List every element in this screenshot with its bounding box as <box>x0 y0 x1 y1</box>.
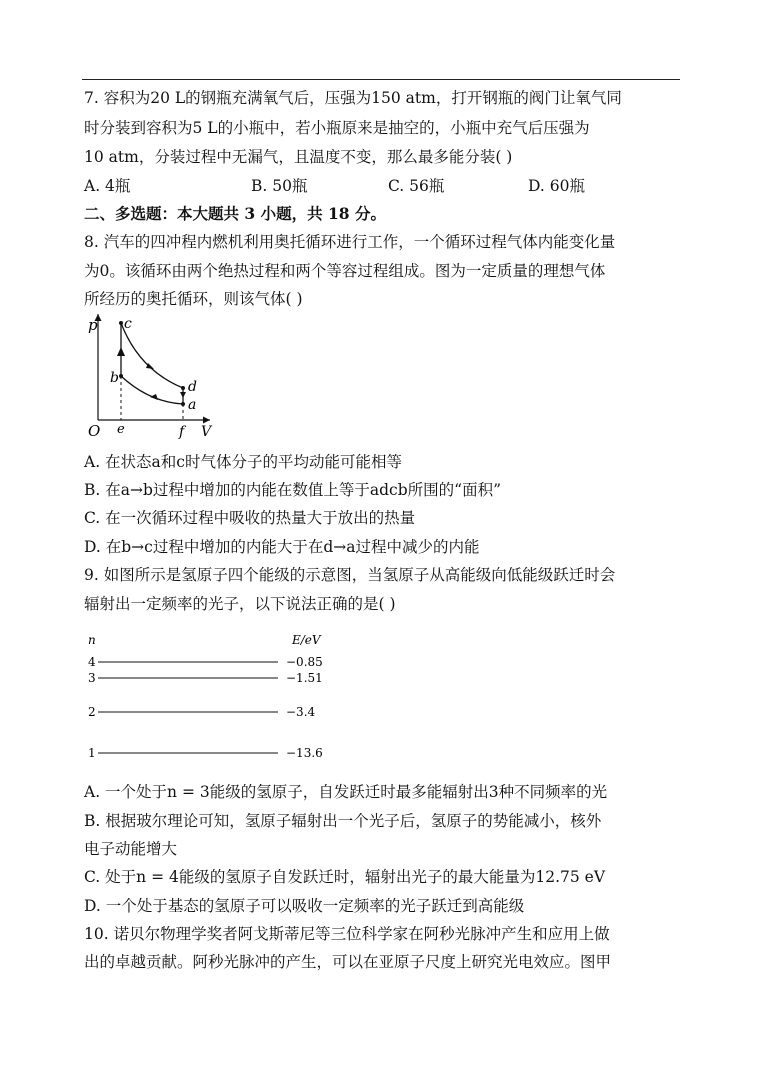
q9-option-d[interactable]: D. 一个处于基态的氢原子可以吸收一定频率的光子跃迁到高能级 <box>84 897 525 915</box>
label-p: p <box>88 316 98 334</box>
level-1-energy: −13.6 <box>286 746 323 760</box>
level-2-energy: −3.4 <box>286 705 316 719</box>
q7-option-b[interactable]: B. 50瓶 <box>251 177 308 195</box>
label-e: e <box>117 422 125 437</box>
label-v: V <box>201 424 212 440</box>
label-b: b <box>110 370 119 386</box>
point-c <box>119 321 123 325</box>
q8-line-1: 8. 汽车的四冲程内燃机利用奥托循环进行工作，一个循环过程气体内能变化量 <box>84 233 616 251</box>
q10-line-2: 出的卓越贡献。阿秒光脉冲的产生，可以在亚原子尺度上研究光电效应。图甲 <box>84 953 612 971</box>
level-4-energy: −0.85 <box>286 655 323 669</box>
q8-option-a[interactable]: A. 在状态a和c时气体分子的平均动能可能相等 <box>84 453 402 471</box>
level-4-n: 4 <box>88 655 96 669</box>
q7-line-3: 10 atm，分装过程中无漏气，且温度不变，那么最多能分装( ) <box>84 148 513 166</box>
section-header-multiple-choice: 二、多选题：本大题共 3 小题，共 18 分。 <box>84 204 386 223</box>
label-n: n <box>88 633 96 647</box>
q8-line-2: 为0。该循环由两个绝热过程和两个等容过程组成。图为一定质量的理想气体 <box>84 262 606 280</box>
process-cd <box>121 323 183 388</box>
q8-option-b[interactable]: B. 在a→b过程中增加的内能在数值上等于adcb所围的“面积” <box>84 481 502 499</box>
label-f: f <box>179 424 185 440</box>
q10-line-1: 10. 诺贝尔物理学奖者阿戈斯蒂尼等三位科学家在阿秒光脉冲产生和应用上做 <box>84 925 610 943</box>
q9-option-b[interactable]: B. 根据玻尔理论可知，氢原子辐射出一个光子后，氢原子的势能减小，核外 <box>84 812 602 830</box>
q8-option-c[interactable]: C. 在一次循环过程中吸收的热量大于放出的热量 <box>84 509 416 527</box>
label-o: O <box>88 422 101 440</box>
point-a <box>181 402 185 406</box>
level-3-energy: −1.51 <box>286 671 323 685</box>
q7-option-a[interactable]: A. 4瓶 <box>84 177 131 195</box>
hydrogen-energy-level-diagram <box>84 630 344 765</box>
label-a: a <box>188 397 197 413</box>
level-1-n: 1 <box>88 746 96 760</box>
q7-option-d[interactable]: D. 60瓶 <box>528 177 585 195</box>
otto-cycle-graph <box>84 310 224 445</box>
q9-option-b-cont: 电子动能增大 <box>84 840 178 858</box>
q7-option-c[interactable]: C. 56瓶 <box>388 177 445 195</box>
level-2-n: 2 <box>88 705 96 719</box>
point-d <box>181 386 185 390</box>
q8-line-3: 所经历的奥托循环，则该气体( ) <box>84 290 303 308</box>
q8-option-d[interactable]: D. 在b→c过程中增加的内能大于在d→a过程中减少的内能 <box>84 538 480 556</box>
q9-option-a[interactable]: A. 一个处于n = 3能级的氢原子，自发跃迁时最多能辐射出3种不同频率的光 <box>84 783 608 801</box>
level-3-n: 3 <box>88 671 96 685</box>
label-d: d <box>188 379 197 395</box>
q9-line-1: 9. 如图所示是氢原子四个能级的示意图，当氢原子从高能级向低能级跃迁时会 <box>84 566 616 584</box>
point-b <box>119 374 123 378</box>
q7-line-1: 7. 容积为20 L的钢瓶充满氧气后，压强为150 atm，打开钢瓶的阀门让氧气同 <box>84 89 622 107</box>
q9-line-2: 辐射出一定频率的光子，以下说法正确的是( ) <box>84 595 396 613</box>
q7-line-2: 时分装到容积为5 L的小瓶中，若小瓶原来是抽空的，小瓶中充气后压强为 <box>84 119 590 137</box>
top-rule <box>82 79 680 80</box>
label-energy-unit: E/eV <box>292 633 321 647</box>
process-ab <box>121 376 183 404</box>
q9-option-c[interactable]: C. 处于n = 4能级的氢原子自发跃迁时，辐射出光子的最大能量为12.75 eV <box>84 868 606 886</box>
label-c: c <box>124 316 132 332</box>
